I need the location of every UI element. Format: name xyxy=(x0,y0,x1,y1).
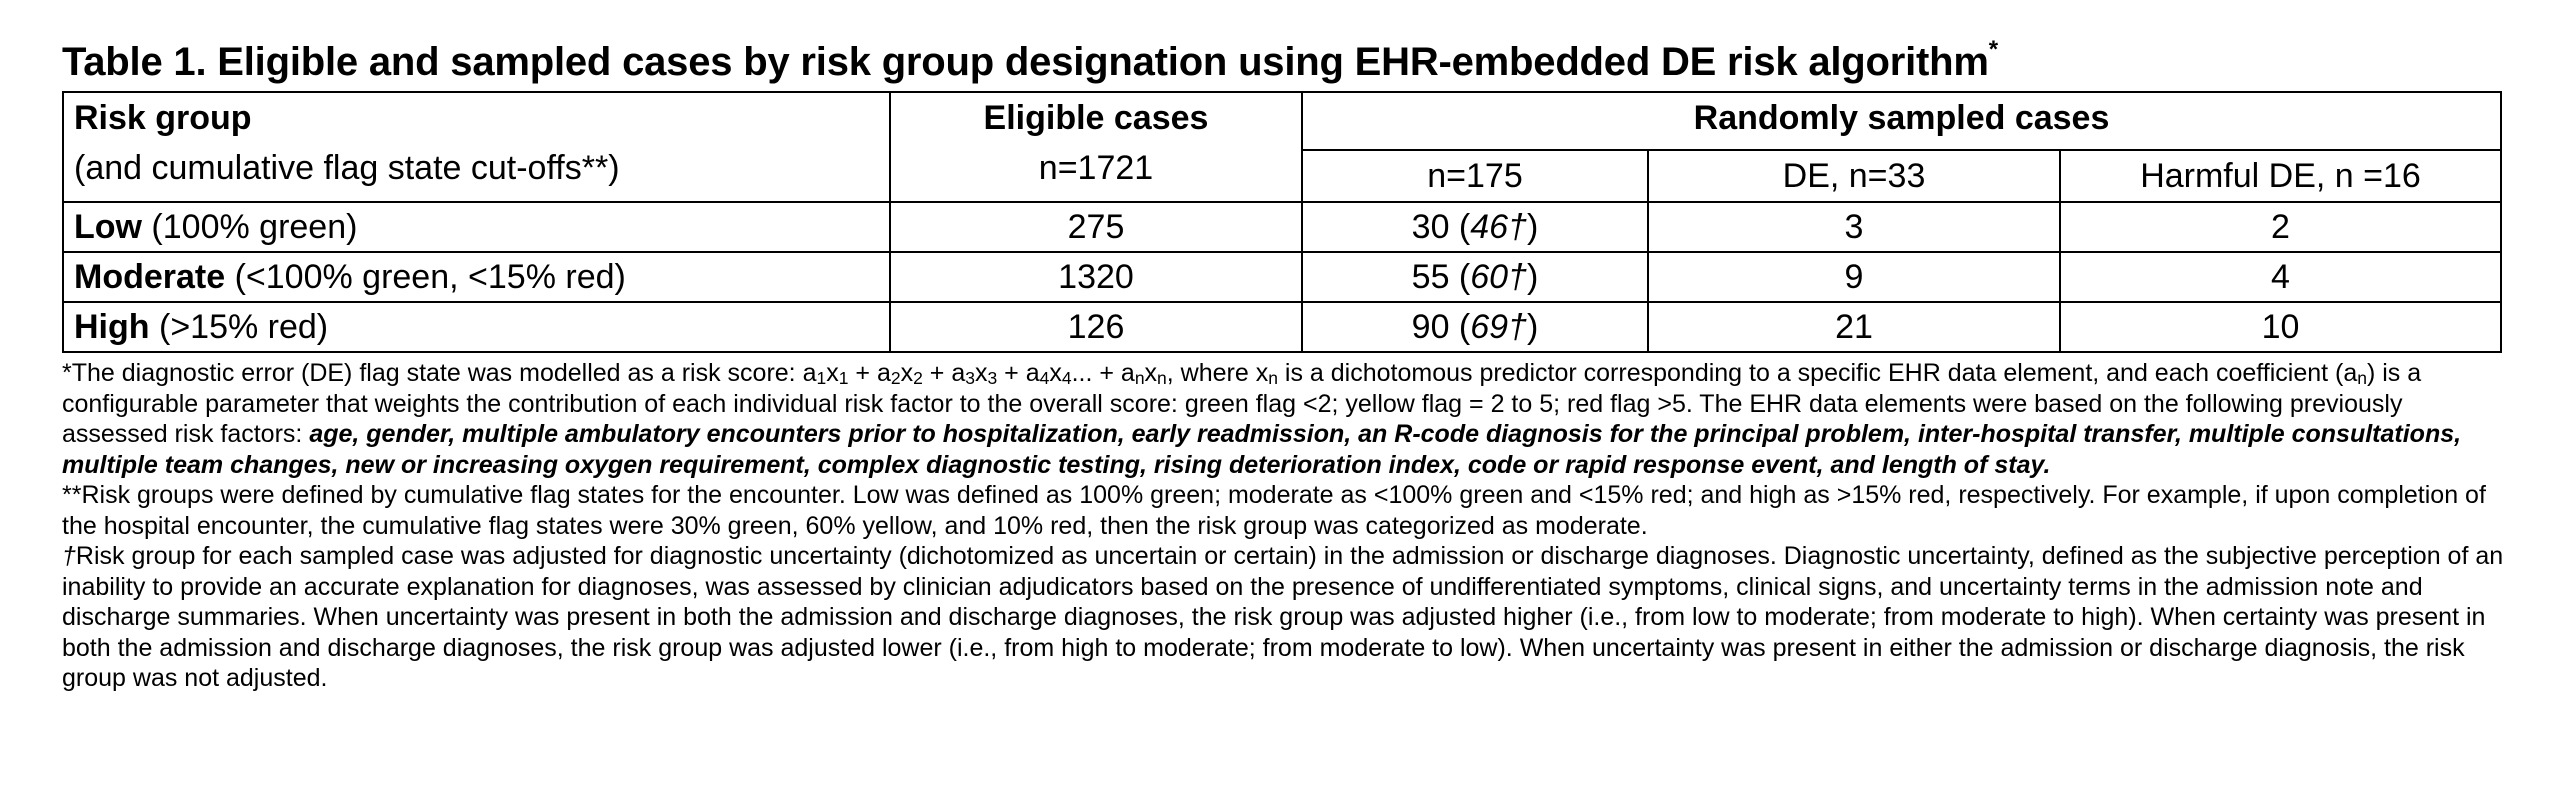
header-risk-group-label: Risk group xyxy=(74,99,252,137)
row-harmful: 2 xyxy=(2060,202,2501,252)
table-row xyxy=(63,252,2501,302)
row-sampled-value: 30 ( xyxy=(1411,208,1471,246)
row-risk-group xyxy=(63,302,890,352)
row-sampled-adjusted: 60† xyxy=(1470,258,1527,296)
footnote-subscript: 1 xyxy=(816,368,827,388)
footnote-subscript: 3 xyxy=(965,368,975,388)
row-sampled-adjusted: 46† xyxy=(1470,208,1527,246)
row-eligible: 126 xyxy=(890,302,1302,352)
footnote-variable: x xyxy=(974,359,988,387)
footnote-star-text: ) is a configurable parameter that weights the contribution of each individual risk factor to the overall score: green flag <2; yellow flag = 2 to 5; red flag >5. The EHR data elements were based on the following previously assessed risk factors: xyxy=(62,359,2422,448)
row-risk-group xyxy=(63,252,890,302)
header-de-n: DE, n=33 xyxy=(1648,150,2060,202)
footnote-star-text: + a xyxy=(848,359,891,387)
row-sampled xyxy=(1302,302,1648,352)
row-sampled xyxy=(1302,202,1648,252)
row-harmful: 10 xyxy=(2060,302,2501,352)
table-title xyxy=(62,36,1998,85)
row-group-name: High xyxy=(74,308,150,346)
table-row xyxy=(63,202,2501,252)
row-sampled-value: 55 ( xyxy=(1411,258,1471,296)
footnote-subscript: n xyxy=(1157,368,1167,388)
row-sampled-close: ) xyxy=(1527,258,1539,296)
header-sampled-n: n=175 xyxy=(1302,150,1648,202)
footnote-subscript: 2 xyxy=(890,368,901,388)
header-sampled-label: Randomly sampled cases xyxy=(1302,92,2501,150)
footnote-double-star: **Risk groups were defined by cumulative flag states for the encounter. Low was defined as 100% green; moderate as <100% green and <15% red; and high as >15% red, respectively. For example, if upon completion of the hospital encounter, the cumulative flag states were 30% green, 60% yellow, and 10% red, then the risk group was categorized as moderate. xyxy=(62,481,2486,540)
row-eligible: 1320 xyxy=(890,252,1302,302)
row-de: 3 xyxy=(1648,202,2060,252)
table-header-row xyxy=(63,92,2501,150)
footnote-star-text: is a dichotomous predictor corresponding to a specific EHR data element, and each coefficient (a xyxy=(1277,359,2358,387)
footnote-star-text: *The diagnostic error (DE) flag state was modelled as a risk score: a xyxy=(62,359,817,387)
table-row xyxy=(63,302,2501,352)
footnote-subscript: 3 xyxy=(987,368,998,388)
footnote-star-text: + a xyxy=(922,359,966,387)
footnote-variable: x xyxy=(900,359,914,387)
footnote-subscript: n xyxy=(1134,368,1145,388)
footnote-star-text: + a xyxy=(997,359,1040,387)
row-de: 21 xyxy=(1648,302,2060,352)
footnote-subscript: n xyxy=(2357,368,2367,388)
row-group-name: Low xyxy=(74,208,142,246)
row-group-cutoff: (100% green) xyxy=(141,208,358,246)
footnote-variable: x xyxy=(1049,359,1062,387)
footnote-risk-factors: age, gender, multiple ambulatory encounters prior to hospitalization, early readmission, an R-code diagnosis for the principal problem, inter-hospital transfer, multiple consultations, multiple team changes, new or increasing oxygen requirement, complex diagnostic testing, rising deterioration index, code or rapid response event, and length of stay. xyxy=(62,420,2462,479)
row-group-name: Moderate xyxy=(74,258,226,296)
footnote-variable: x xyxy=(1144,359,1158,387)
header-eligible xyxy=(890,92,1302,202)
row-group-cutoff: (>15% red) xyxy=(149,308,329,346)
footnote-subscript: 4 xyxy=(1039,368,1050,388)
risk-group-table xyxy=(62,91,2502,353)
row-sampled-adjusted: 69† xyxy=(1470,308,1527,346)
row-de: 9 xyxy=(1648,252,2060,302)
header-risk-group xyxy=(63,92,890,202)
header-harmful-n: Harmful DE, n =16 xyxy=(2060,150,2501,202)
row-group-cutoff: (<100% green, <15% red) xyxy=(225,258,626,296)
footnote-subscript: n xyxy=(1268,368,1278,388)
header-eligible-label: Eligible cases xyxy=(983,99,1209,137)
row-eligible: 275 xyxy=(890,202,1302,252)
footnote-variable: x xyxy=(826,359,839,387)
table-title-text: Table 1. Eligible and sampled cases by risk group designation using EHR-embedded DE risk algorithm xyxy=(62,40,1989,84)
header-risk-group-sub: (and cumulative flag state cut-offs**) xyxy=(74,149,620,187)
footnote-subscript: 4 xyxy=(1061,368,1072,388)
row-sampled xyxy=(1302,252,1648,302)
footnote-dagger xyxy=(62,541,2512,694)
row-harmful: 4 xyxy=(2060,252,2501,302)
footnote-subscript: 2 xyxy=(913,368,923,388)
title-footnote-marker: * xyxy=(1988,36,1998,63)
row-sampled-close: ) xyxy=(1527,208,1539,246)
footnote-star-text: ... + a xyxy=(1071,359,1135,387)
row-risk-group xyxy=(63,202,890,252)
row-sampled-value: 90 ( xyxy=(1411,308,1471,346)
footnote-dagger-text: Risk group for each sampled case was adjusted for diagnostic uncertainty (dichotomized as uncertain or certain) in the admission or discharge diagnoses. Diagnostic uncertainty, defined as the subjective perception of an inability to provide an accurate explanation for diagnoses, was assessed by clinician adjudicators based on the presence of undifferentiated symptoms, clinical signs, and uncertainty terms in the admission note and discharge summaries. When uncertainty was present in both the admission and discharge diagnoses, the risk group was adjusted higher (i.e., from low to moderate; from moderate to high). When certainty was present in both the admission and discharge diagnoses, the risk group was adjusted lower (i.e., from high to moderate; from moderate to low). When uncertainty was present in either the admission or discharge diagnosis, the risk group was not adjusted. xyxy=(62,542,2504,692)
footnote-subscript: 1 xyxy=(838,368,849,388)
footnote-star-text: , where x xyxy=(1166,359,1269,387)
footnote-star xyxy=(62,358,2512,480)
dagger-symbol: † xyxy=(62,542,76,570)
row-sampled-close: ) xyxy=(1527,308,1539,346)
footnotes xyxy=(62,358,2512,694)
header-eligible-n: n=1721 xyxy=(1038,149,1154,187)
